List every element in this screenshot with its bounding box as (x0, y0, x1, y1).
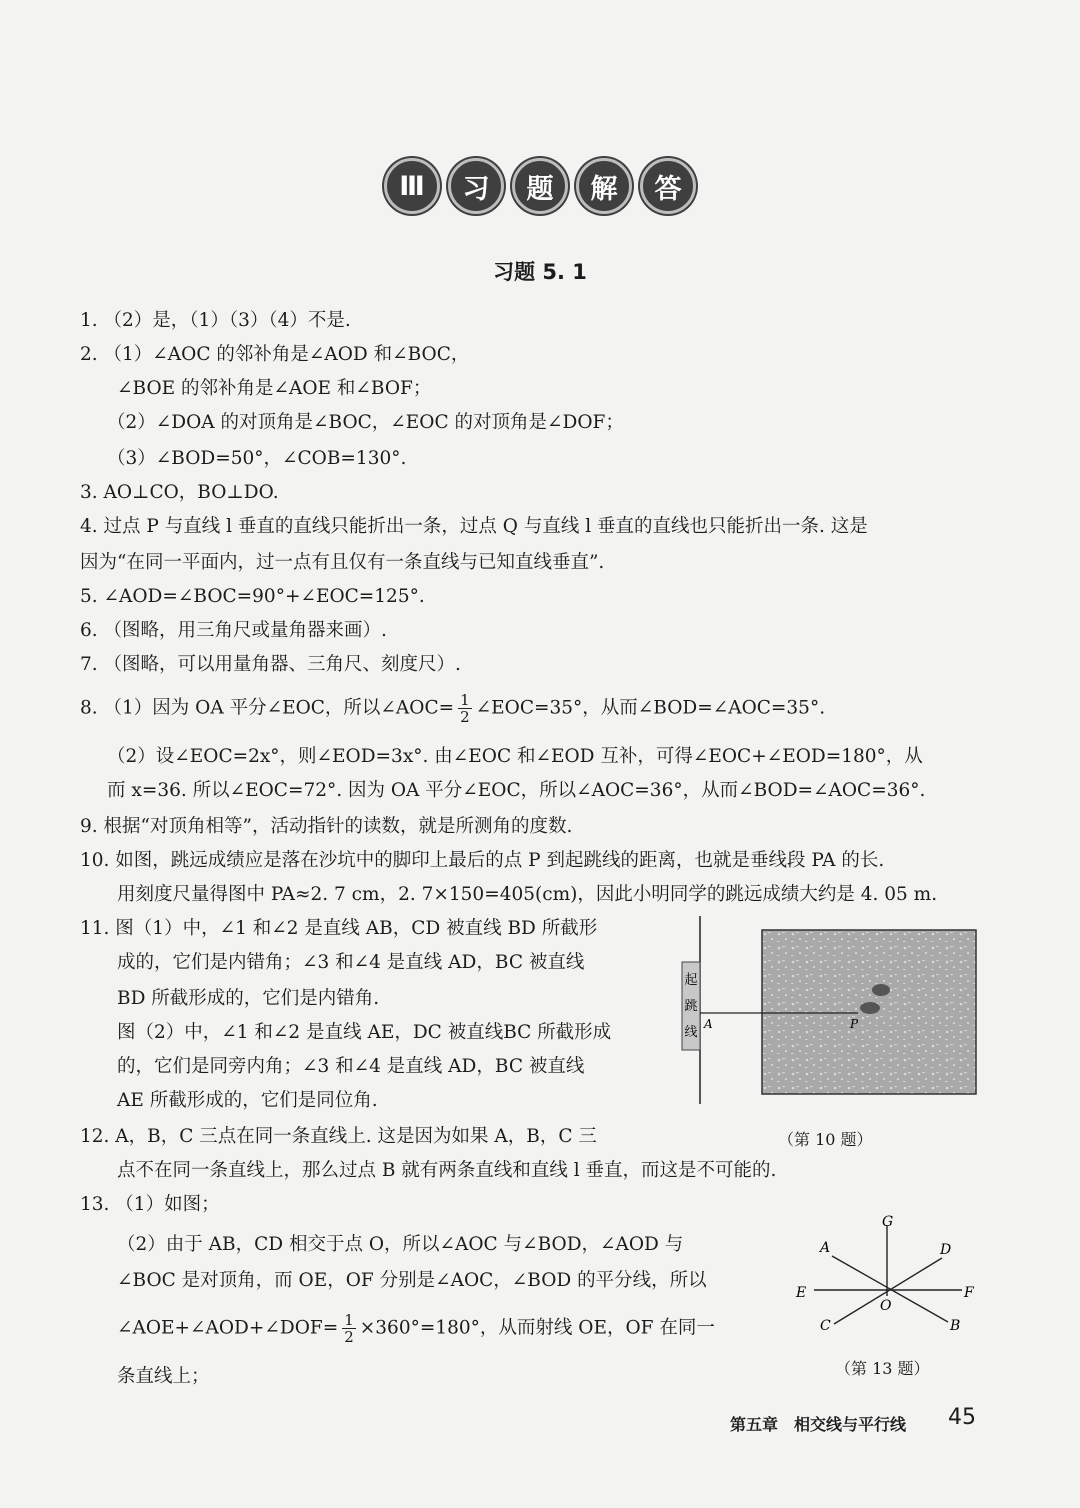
answer-line-q8 (80, 692, 825, 725)
board-label-char: 跳 (684, 999, 698, 1014)
label-g: G (882, 1214, 894, 1230)
board-label-char: 起 (684, 973, 698, 988)
label-f: F (964, 1285, 974, 1301)
answer-line: 5. ∠AOD=∠BOC=90°+∠EOC=125°. (80, 586, 425, 607)
banner-char: 题 (512, 158, 568, 214)
answer-line: 12. A，B，C 三点在同一条直线上. 这是因为如果 A，B，C 三 (80, 1126, 597, 1147)
banner-char: 习 (448, 158, 504, 214)
section-title: 习题 5. 1 (493, 260, 587, 284)
fraction-numerator: 1 (460, 691, 470, 709)
answer-line: （2）∠DOA 的对顶角是∠BOC，∠EOC 的对顶角是∠DOF； (107, 412, 624, 433)
answer-line-q13 (117, 1312, 715, 1345)
answer-line: 9. 根据“对顶角相等”，活动指针的读数，就是所测角的度数. (80, 816, 573, 837)
figure-13-caption: （第 13 题） (835, 1359, 930, 1378)
banner-char: 答 (640, 158, 696, 214)
answer-line: 7. （图略，可以用量角器、三角尺、刻度尺）. (80, 654, 461, 675)
answer-line: 11. 图（1）中，∠1 和∠2 是直线 AB，CD 被直线 BD 所截形 (80, 918, 598, 939)
label-c: C (820, 1318, 831, 1334)
answer-line: 条直线上； (117, 1366, 210, 1387)
footprint-icon (872, 984, 890, 996)
figure-10-long-jump (678, 916, 978, 1106)
chapter-footer: 第五章 相交线与平行线 (730, 1415, 907, 1434)
line-cd (834, 1258, 942, 1324)
answer-line: 4. 过点 P 与直线 l 垂直的直线只能折出一条，过点 Q 与直线 l 垂直的直线也只能折出一条. 这是 (80, 516, 868, 537)
answer-line: 成的，它们是内错角；∠3 和∠4 是直线 AD，BC 被直线 (117, 952, 585, 973)
point-label-a: A (704, 1017, 713, 1031)
label-e: E (796, 1285, 807, 1301)
answer-line: 而 x=36. 所以∠EOC=72°. 因为 OA 平分∠EOC，所以∠AOC=36°，从而∠BOD=∠AOC=36°. (107, 780, 926, 801)
answer-line: 6. （图略，用三角尺或量角器来画）. (80, 620, 387, 641)
label-o: O (880, 1298, 892, 1314)
answer-line: 3. AO⊥CO，BO⊥DO. (80, 482, 279, 503)
label-b: B (950, 1318, 961, 1334)
answer-line: AE 所截形成的，它们是同位角. (117, 1090, 378, 1111)
answer-line: 用刻度尺量得图中 PA≈2. 7 cm，2. 7×150=405(cm)，因此小明同学的跳远成绩大约是 4. 05 m. (117, 884, 938, 905)
fraction-denominator: 2 (460, 708, 470, 726)
answer-line: 2. （1）∠AOC 的邻补角是∠AOD 和∠BOC， (80, 344, 470, 365)
q8-text-after: ∠EOC=35°，从而∠BOD=∠AOC=35°. (475, 697, 826, 719)
fraction-denominator: 2 (344, 1328, 354, 1346)
fraction (342, 1312, 356, 1345)
footprint-icon (860, 1002, 880, 1014)
figure-13-lines (790, 1212, 980, 1352)
label-d: D (940, 1242, 952, 1258)
fraction-numerator: 1 (344, 1311, 354, 1329)
answer-line: 的，它们是同旁内角；∠3 和∠4 是直线 AD，BC 被直线 (117, 1056, 585, 1077)
answer-line: ∠BOE 的邻补角是∠AOE 和∠BOF； (117, 378, 432, 399)
answer-line: 因为“在同一平面内，过一点有且仅有一条直线与已知直线垂直”. (80, 552, 605, 573)
answer-line: ∠BOC 是对顶角，而 OE，OF 分别是∠AOC，∠BOD 的平分线，所以 (117, 1270, 707, 1291)
board-label-char: 线 (684, 1025, 698, 1040)
page-number: 45 (948, 1405, 976, 1430)
answer-line: 图（2）中，∠1 和∠2 是直线 AE，DC 被直线BC 所截形成 (117, 1022, 612, 1043)
answer-line: 点不在同一条直线上，那么过点 B 就有两条直线和直线 l 垂直，而这是不可能的. (117, 1160, 777, 1181)
banner-char: 解 (576, 158, 632, 214)
answer-line: 1. （2）是，（1）（3）（4）不是. (80, 310, 351, 331)
answer-line: （2）由于 AB，CD 相交于点 O，所以∠AOC 与∠BOD，∠AOD 与 (117, 1234, 684, 1255)
section-banner (0, 158, 1080, 214)
answer-line: 10. 如图，跳远成绩应是落在沙坑中的脚印上最后的点 P 到起跳线的距离，也就是垂线段 PA 的长. (80, 850, 885, 871)
fraction (458, 692, 472, 725)
answer-line: （3）∠BOD=50°，∠COB=130°. (107, 448, 407, 469)
q13-text-before: ∠AOE+∠AOD+∠DOF= (117, 1317, 339, 1339)
answer-line: （2）设∠EOC=2x°，则∠EOD=3x°. 由∠EOC 和∠EOD 互补，可得∠EOC+∠EOD=180°，从 (107, 746, 923, 767)
label-a: A (820, 1240, 831, 1256)
banner-char: Ⅲ (384, 158, 440, 214)
figure-10-caption: （第 10 题） (778, 1130, 873, 1149)
point-label-p: P (850, 1017, 859, 1031)
q13-text-after: ×360°=180°，从而射线 OE，OF 在同一 (359, 1317, 715, 1339)
answer-line: BD 所截形成的，它们是内错角. (117, 988, 380, 1009)
answer-line: 13. （1）如图； (80, 1194, 220, 1215)
q8-text-before: 8. （1）因为 OA 平分∠EOC，所以∠AOC= (80, 697, 455, 719)
